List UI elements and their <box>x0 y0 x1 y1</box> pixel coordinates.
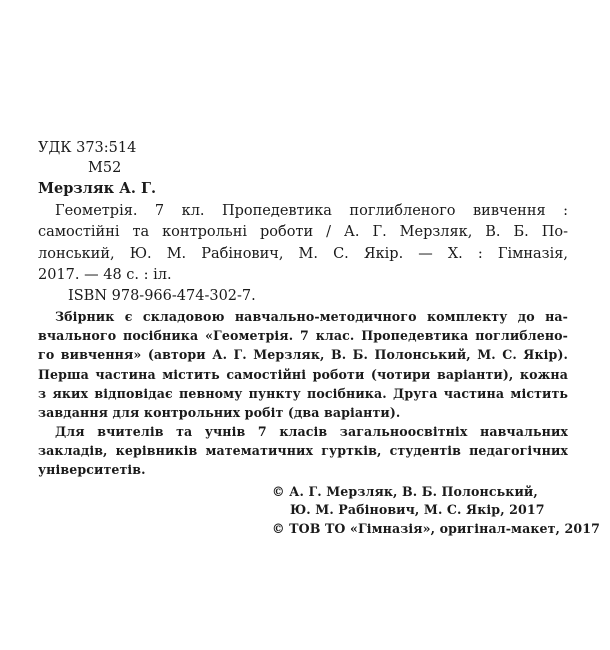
isbn: ISBN 978-966-474-302-7. <box>68 288 256 304</box>
description-line: самостійні та контрольні роботи / А. Г. Мерзляк, В. Б. По- <box>38 224 568 240</box>
author-heading: Мерзляк А. Г. <box>38 180 157 197</box>
annotation-line: з яких відповідає певному пункту посібника. Друга частина містить <box>38 386 568 401</box>
audience-line: закладів, керівників математичних гуртків, студентів педагогічних <box>38 443 568 458</box>
copyright-publisher: © ТОВ ТО «Гімназія», оригінал-макет, 2017 <box>272 521 600 536</box>
description-line: 2017. — 48 с. : іл. <box>38 267 172 283</box>
audience-line: університетів. <box>38 462 146 477</box>
annotation-line: Збірник є складовою навчально-методичного комплекту до на- <box>55 309 568 324</box>
annotation-line: Перша частина містить самостійні роботи (чотири варіанти), кожна <box>38 367 568 382</box>
description-line: лонський, Ю. М. Рабінович, М. С. Якір. — Х. : Гімназія, <box>38 246 568 262</box>
audience-line: Для вчителів та учнів 7 класів загальноосвітніх навчальних <box>55 424 568 439</box>
annotation-line: вчального посібника «Геометрія. 7 клас. Пропедевтика поглиблено- <box>38 328 568 343</box>
copyright-authors-cont: Ю. М. Рабінович, М. С. Якір, 2017 <box>290 502 545 517</box>
copyright-authors: © А. Г. Мерзляк, В. Б. Полонський, <box>272 484 538 499</box>
annotation-line: го вивчення» (автори А. Г. Мерзляк, В. Б. Полонський, М. С. Якір). <box>38 347 568 362</box>
description-line: Геометрія. 7 кл. Пропедевтика поглибленого вивчення : <box>55 203 568 219</box>
author-mark: М52 <box>88 160 122 176</box>
udk-code: УДК 373:514 <box>38 140 137 156</box>
annotation-line: завдання для контрольних робіт (два варіанти). <box>38 405 401 420</box>
